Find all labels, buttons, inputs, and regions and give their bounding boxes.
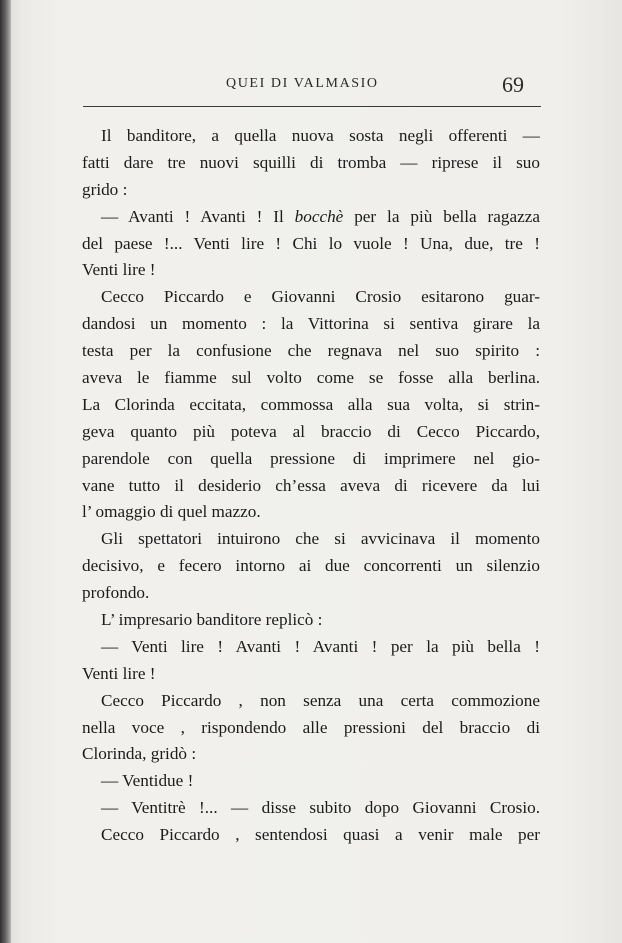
text-line: Cecco Piccardo , non senza una certa commozione	[101, 690, 540, 710]
text-line: del paese !... Venti lire ! Chi lo vuole ! Una, due, tre !	[82, 233, 540, 253]
text-line	[82, 204, 540, 231]
text-line: grido :	[82, 179, 128, 199]
book-spine-shadow	[0, 0, 11, 943]
text-line: Il banditore, a quella nuova sosta negli offerenti —	[101, 126, 540, 145]
italic-word: bocchè	[294, 206, 344, 226]
text-line: — Ventidue !	[101, 771, 194, 791]
text-line: testa per la confusione che regnava nel suo spirito :	[82, 341, 540, 361]
text-line: Venti lire !	[82, 663, 156, 683]
text-line: Gli spettatori intuirono che si avvicinava il momento	[101, 529, 540, 549]
body-text	[82, 123, 540, 849]
text-line: — Ventitrè !... — disse subito dopo Giovanni Crosio.	[101, 798, 540, 818]
text-line: vane tutto il desiderio ch’essa aveva di ricevere da lui	[82, 475, 540, 495]
text-line: La Clorinda eccitata, commossa alla sua volta, si strin-	[82, 394, 540, 414]
text-line: Cecco Piccardo e Giovanni Crosio esitarono guar-	[101, 287, 540, 307]
text-line: L’ impresario banditore replicò :	[101, 610, 323, 630]
text-line: l’ omaggio di quel mazzo.	[82, 502, 261, 522]
text-segment: per la più bella ragazza	[343, 206, 540, 226]
text-line: nella voce , rispondendo alle pressioni del braccio di	[82, 717, 540, 737]
text-line: aveva le fiamme sul volto come se fosse alla berlina.	[82, 368, 540, 388]
text-line: Venti lire !	[82, 260, 156, 280]
text-line: fatti dare tre nuovi squilli di tromba — riprese il suo	[82, 152, 540, 172]
text-line: Cecco Piccardo , sentendosi quasi a venir male per	[101, 825, 540, 845]
text-line: decisivo, e fecero intorno ai due concorrenti un silenzio	[82, 556, 540, 576]
text-line: Clorinda, gridò :	[82, 744, 197, 764]
text-line: — Venti lire ! Avanti ! Avanti ! per la più bella !	[101, 636, 540, 656]
running-title: QUEI DI VALMASIO	[226, 76, 379, 91]
text-line: geva quanto più poteva al braccio di Cecco Piccardo,	[82, 421, 540, 441]
text-line: dandosi un momento : la Vittorina si sentiva girare la	[82, 314, 540, 334]
page-number: 69	[502, 72, 524, 97]
text-segment: — Avanti ! Avanti ! Il	[101, 206, 295, 226]
text-line: profondo.	[82, 583, 150, 603]
header-rule	[83, 106, 541, 107]
text-line: parendole con quella pressione di imprimere nel gio-	[82, 448, 540, 468]
